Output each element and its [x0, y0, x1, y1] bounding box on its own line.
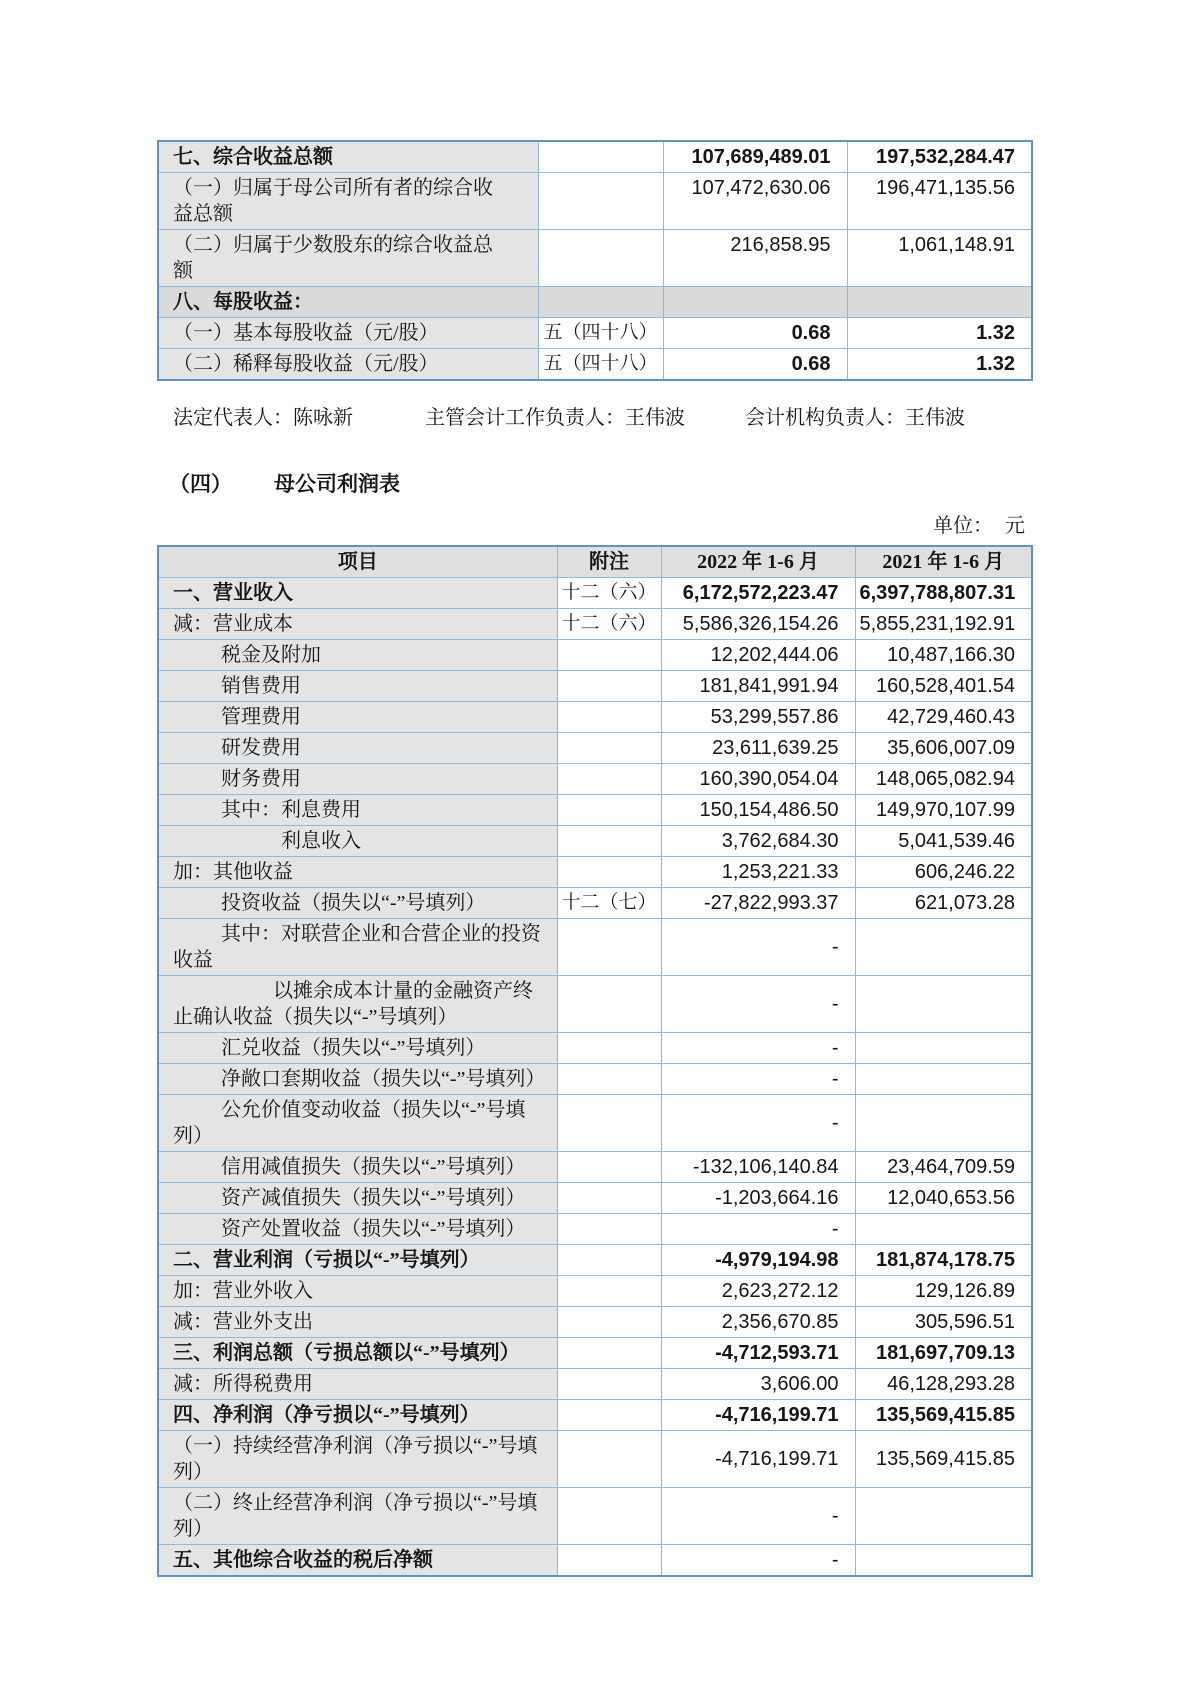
- item-cell: 利息收入: [158, 826, 557, 857]
- item-cell: 加：其他收益: [158, 857, 557, 888]
- table-row: [158, 1033, 1032, 1064]
- note-cell: [557, 919, 661, 976]
- header-cell: 2022 年 1-6 月: [661, 546, 855, 578]
- value-2021-cell: [847, 287, 1032, 318]
- value-2022-cell: 6,172,572,223.47: [661, 578, 855, 609]
- value-2021-cell: [855, 1214, 1032, 1245]
- document-page: [157, 140, 1031, 1577]
- unit-note: [157, 513, 1031, 539]
- income-statement-continuation-table: [157, 140, 1033, 381]
- unit-label: 单位：: [933, 515, 993, 537]
- note-cell: [557, 1183, 661, 1214]
- item-cell: 净敞口套期收益（损失以“-”号填列）: [158, 1064, 557, 1095]
- note-cell: [557, 976, 661, 1033]
- table-row: [158, 349, 1032, 381]
- value-2022-cell: 5,586,326,154.26: [661, 609, 855, 640]
- item-cell: 投资收益（损失以“-”号填列）: [158, 888, 557, 919]
- note-cell: [557, 1488, 661, 1545]
- value-2021-cell: 606,246.22: [855, 857, 1032, 888]
- table-row: [158, 1400, 1032, 1431]
- note-cell: [557, 1033, 661, 1064]
- item-cell: （一）归属于母公司所有者的综合收益总额: [158, 173, 538, 230]
- table-row: [158, 1545, 1032, 1577]
- table-row: [158, 640, 1032, 671]
- note-cell: [557, 1152, 661, 1183]
- item-cell: （二）归属于少数股东的综合收益总额: [158, 230, 538, 287]
- value-2022-cell: 3,762,684.30: [661, 826, 855, 857]
- table-row: [158, 1183, 1032, 1214]
- value-2022-cell: -1,203,664.16: [661, 1183, 855, 1214]
- table-row: [158, 1245, 1032, 1276]
- item-cell: 资产处置收益（损失以“-”号填列）: [158, 1214, 557, 1245]
- value-2022-cell: -4,716,199.71: [661, 1400, 855, 1431]
- note-cell: [557, 795, 661, 826]
- table-row: [158, 141, 1032, 173]
- item-cell: 其中：对联营企业和合营企业的投资收益: [158, 919, 557, 976]
- value-2022-cell: -132,106,140.84: [661, 1152, 855, 1183]
- value-2022-cell: 107,689,489.01: [663, 141, 847, 173]
- item-cell: 资产减值损失（损失以“-”号填列）: [158, 1183, 557, 1214]
- table-row: [158, 578, 1032, 609]
- table-row: [158, 857, 1032, 888]
- value-2021-cell: 621,073.28: [855, 888, 1032, 919]
- section-title: [169, 471, 1031, 497]
- value-2022-cell: -4,979,194.98: [661, 1245, 855, 1276]
- value-2021-cell: 135,569,415.85: [855, 1431, 1032, 1488]
- item-cell: 八、每股收益：: [158, 287, 538, 318]
- table-row: [158, 1307, 1032, 1338]
- item-cell: 四、净利润（净亏损以“-”号填列）: [158, 1400, 557, 1431]
- table-row: [158, 888, 1032, 919]
- note-cell: [557, 764, 661, 795]
- value-2022-cell: -: [661, 1033, 855, 1064]
- value-2021-cell: 5,041,539.46: [855, 826, 1032, 857]
- table-row: [158, 1488, 1032, 1545]
- item-cell: 减：所得税费用: [158, 1369, 557, 1400]
- value-2021-cell: 181,874,178.75: [855, 1245, 1032, 1276]
- item-cell: 加：营业外收入: [158, 1276, 557, 1307]
- item-cell: （二）终止经营净利润（净亏损以“-”号填列）: [158, 1488, 557, 1545]
- note-cell: [557, 640, 661, 671]
- value-2022-cell: 0.68: [663, 349, 847, 381]
- chief-accountant-label: 主管会计工作负责人：: [425, 407, 625, 429]
- item-cell: 研发费用: [158, 733, 557, 764]
- item-cell: 税金及附加: [158, 640, 557, 671]
- item-cell: 一、营业收入: [158, 578, 557, 609]
- signature-line: [173, 405, 1031, 431]
- note-cell: [557, 1545, 661, 1577]
- value-2021-cell: 10,487,166.30: [855, 640, 1032, 671]
- value-2022-cell: 216,858.95: [663, 230, 847, 287]
- table-row: [158, 318, 1032, 349]
- value-2021-cell: 6,397,788,807.31: [855, 578, 1032, 609]
- legal-representative-name: 陈咏新: [293, 407, 353, 429]
- value-2022-cell: -: [661, 976, 855, 1033]
- value-2022-cell: -: [661, 919, 855, 976]
- item-cell: （一）持续经营净利润（净亏损以“-”号填列）: [158, 1431, 557, 1488]
- note-cell: [557, 1245, 661, 1276]
- header-cell: 2021 年 1-6 月: [855, 546, 1032, 578]
- note-cell: [557, 1064, 661, 1095]
- value-2021-cell: [855, 919, 1032, 976]
- item-cell: 三、利润总额（亏损总额以“-”号填列）: [158, 1338, 557, 1369]
- table-row: [158, 826, 1032, 857]
- section-number: （四）: [169, 472, 232, 496]
- value-2022-cell: 2,356,670.85: [661, 1307, 855, 1338]
- value-2022-cell: 107,472,630.06: [663, 173, 847, 230]
- value-2021-cell: [855, 976, 1032, 1033]
- value-2022-cell: -4,716,199.71: [661, 1431, 855, 1488]
- note-cell: [557, 1431, 661, 1488]
- note-cell: [538, 141, 663, 173]
- item-cell: 管理费用: [158, 702, 557, 733]
- item-cell: 汇兑收益（损失以“-”号填列）: [158, 1033, 557, 1064]
- item-cell: 公允价值变动收益（损失以“-”号填列）: [158, 1095, 557, 1152]
- item-cell: 二、营业利润（亏损以“-”号填列）: [158, 1245, 557, 1276]
- unit-value: 元: [1005, 515, 1025, 537]
- table-row: [158, 702, 1032, 733]
- value-2022-cell: 0.68: [663, 318, 847, 349]
- value-2021-cell: [855, 1033, 1032, 1064]
- table-row: [158, 1276, 1032, 1307]
- value-2022-cell: 12,202,444.06: [661, 640, 855, 671]
- legal-representative-label: 法定代表人：: [173, 407, 293, 429]
- value-2021-cell: 1,061,148.91: [847, 230, 1032, 287]
- value-2022-cell: -: [661, 1545, 855, 1577]
- value-2021-cell: 1.32: [847, 318, 1032, 349]
- value-2021-cell: 135,569,415.85: [855, 1400, 1032, 1431]
- table-row: [158, 230, 1032, 287]
- note-cell: [557, 857, 661, 888]
- note-cell: [538, 287, 663, 318]
- note-cell: 五（四十八）: [538, 349, 663, 381]
- item-cell: 七、综合收益总额: [158, 141, 538, 173]
- value-2022-cell: [663, 287, 847, 318]
- table-header-row: [158, 546, 1032, 578]
- value-2021-cell: 129,126.89: [855, 1276, 1032, 1307]
- note-cell: [538, 173, 663, 230]
- note-cell: [557, 1400, 661, 1431]
- table-row: [158, 1338, 1032, 1369]
- value-2021-cell: 23,464,709.59: [855, 1152, 1032, 1183]
- note-cell: [557, 1095, 661, 1152]
- value-2021-cell: 42,729,460.43: [855, 702, 1032, 733]
- value-2021-cell: [855, 1095, 1032, 1152]
- table-row: [158, 1431, 1032, 1488]
- value-2022-cell: 1,253,221.33: [661, 857, 855, 888]
- value-2021-cell: 5,855,231,192.91: [855, 609, 1032, 640]
- value-2022-cell: 150,154,486.50: [661, 795, 855, 826]
- item-cell: 其中：利息费用: [158, 795, 557, 826]
- value-2022-cell: -4,712,593.71: [661, 1338, 855, 1369]
- value-2022-cell: 53,299,557.86: [661, 702, 855, 733]
- item-cell: 以摊余成本计量的金融资产终止确认收益（损失以“-”号填列）: [158, 976, 557, 1033]
- table-row: [158, 1214, 1032, 1245]
- table-row: [158, 1152, 1032, 1183]
- note-cell: [557, 671, 661, 702]
- note-cell: 五（四十八）: [538, 318, 663, 349]
- value-2021-cell: 1.32: [847, 349, 1032, 381]
- table-row: [158, 919, 1032, 976]
- value-2021-cell: 197,532,284.47: [847, 141, 1032, 173]
- item-cell: 信用减值损失（损失以“-”号填列）: [158, 1152, 557, 1183]
- note-cell: [557, 1214, 661, 1245]
- value-2022-cell: -: [661, 1064, 855, 1095]
- value-2022-cell: 181,841,991.94: [661, 671, 855, 702]
- value-2022-cell: -27,822,993.37: [661, 888, 855, 919]
- value-2022-cell: 23,611,639.25: [661, 733, 855, 764]
- note-cell: [557, 1307, 661, 1338]
- table-row: [158, 795, 1032, 826]
- value-2022-cell: -: [661, 1214, 855, 1245]
- table-row: [158, 764, 1032, 795]
- value-2022-cell: 2,623,272.12: [661, 1276, 855, 1307]
- value-2022-cell: 3,606.00: [661, 1369, 855, 1400]
- item-cell: 五、其他综合收益的税后净额: [158, 1545, 557, 1577]
- note-cell: [557, 1338, 661, 1369]
- header-cell: 项目: [158, 546, 557, 578]
- value-2021-cell: 35,606,007.09: [855, 733, 1032, 764]
- table-row: [158, 733, 1032, 764]
- item-cell: 财务费用: [158, 764, 557, 795]
- value-2021-cell: [855, 1488, 1032, 1545]
- item-cell: （一）基本每股收益（元/股）: [158, 318, 538, 349]
- table-row: [158, 1369, 1032, 1400]
- value-2021-cell: 149,970,107.99: [855, 795, 1032, 826]
- table-row: [158, 1064, 1032, 1095]
- section-title-text: 母公司利润表: [274, 472, 400, 496]
- item-cell: 减：营业成本: [158, 609, 557, 640]
- table-row: [158, 671, 1032, 702]
- note-cell: [557, 826, 661, 857]
- note-cell: [557, 1369, 661, 1400]
- note-cell: [538, 230, 663, 287]
- value-2021-cell: 196,471,135.56: [847, 173, 1032, 230]
- table-row: [158, 173, 1032, 230]
- note-cell: [557, 1276, 661, 1307]
- value-2021-cell: 305,596.51: [855, 1307, 1032, 1338]
- value-2021-cell: [855, 1545, 1032, 1577]
- header-cell: 附注: [557, 546, 661, 578]
- value-2022-cell: -: [661, 1095, 855, 1152]
- value-2021-cell: 46,128,293.28: [855, 1369, 1032, 1400]
- value-2021-cell: 12,040,653.56: [855, 1183, 1032, 1214]
- value-2021-cell: [855, 1064, 1032, 1095]
- value-2022-cell: -: [661, 1488, 855, 1545]
- parent-company-income-statement-table: [157, 545, 1033, 1577]
- value-2021-cell: 148,065,082.94: [855, 764, 1032, 795]
- note-cell: 十二（六）: [557, 578, 661, 609]
- note-cell: [557, 702, 661, 733]
- table-row: [158, 1095, 1032, 1152]
- item-cell: 销售费用: [158, 671, 557, 702]
- value-2021-cell: 160,528,401.54: [855, 671, 1032, 702]
- value-2021-cell: 181,697,709.13: [855, 1338, 1032, 1369]
- item-cell: 减：营业外支出: [158, 1307, 557, 1338]
- table-row: [158, 976, 1032, 1033]
- note-cell: 十二（七）: [557, 888, 661, 919]
- item-cell: （二）稀释每股收益（元/股）: [158, 349, 538, 381]
- accounting-department-head-label: 会计机构负责人：: [745, 407, 905, 429]
- note-cell: 十二（六）: [557, 609, 661, 640]
- table-row: [158, 609, 1032, 640]
- section-row: [158, 287, 1032, 318]
- accounting-department-head-name: 王伟波: [905, 407, 965, 429]
- chief-accountant-name: 王伟波: [625, 407, 685, 429]
- value-2022-cell: 160,390,054.04: [661, 764, 855, 795]
- note-cell: [557, 733, 661, 764]
